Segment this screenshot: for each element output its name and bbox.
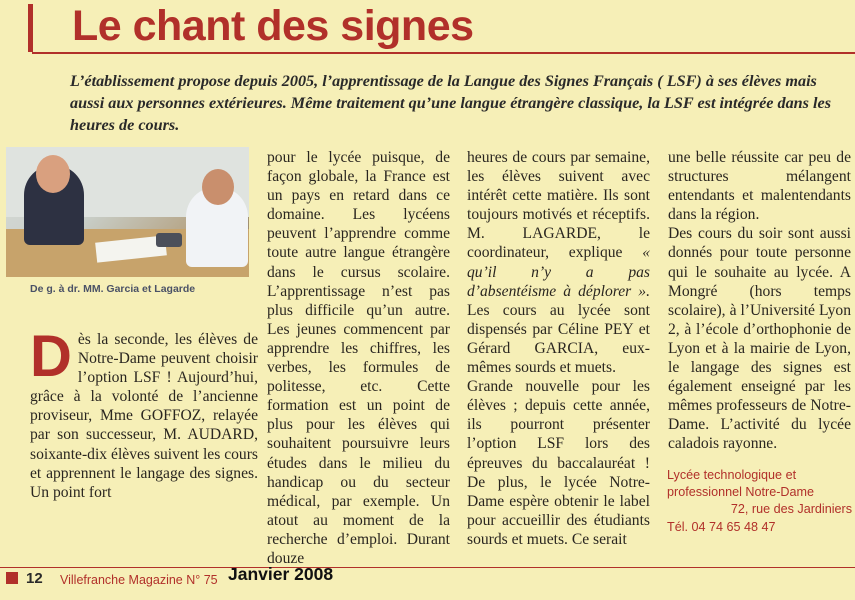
article-photo bbox=[6, 147, 249, 277]
school-address bbox=[667, 467, 852, 536]
column-1-text: ès la seconde, les élèves de Notre-Dame peuvent choisir l’option LSF ! Aujourd’hui, grâce à la volonté de l’ancienne proviseur, Mme GOFFOZ, relayée par son successeur, M. AUDARD, soixante-dix élèves suivent les cours et apprennent le langage des signes. Un point fort bbox=[30, 331, 258, 501]
column-3-text-a: heures de cours par semaine, les élèves suivent avec intérêt cette matière. Ils sont toujours motivés et réceptifs. M. LAGARDE, le coordinateur, explique bbox=[467, 149, 650, 262]
page-number-text: 12 bbox=[26, 570, 43, 587]
drop-cap: D bbox=[30, 324, 72, 389]
article-column-3 bbox=[467, 148, 650, 549]
column-3-paragraph-2: Grande nouvelle pour les élèves ; depuis cette année, ils pourront présenter l’option LSF lors des épreuves du baccalauréat ! De plus, le lycée Notre-Dame espère obtenir le label pour accueillir des étudiants sourds et muets. Ce serait bbox=[467, 378, 650, 548]
issue-date: Janvier 2008 bbox=[228, 564, 334, 584]
column-4-paragraph-1: une belle réussite car peu de structures mélangent entendants et malentendants dans la région. bbox=[668, 149, 851, 224]
article-column-4 bbox=[668, 148, 851, 454]
photo-caption: De g. à dr. MM. Garcia et Lagarde bbox=[30, 283, 196, 295]
column-4-paragraph-2: Des cours du soir sont aussi donnés pour toute personne qui le souhaite au lycée. A Mongré (hors temps scolaire), à l’Université Lyon 2, à l’école d’orthophonie de Lyon et à la mairie de Lyon, le langage des signes est également enseigné par les mêmes professeurs de Notre-Dame. L’activité du lycée caladois rayonne. bbox=[668, 225, 851, 453]
magazine-name: Villefranche Magazine N° 75 bbox=[60, 573, 218, 587]
title-rule bbox=[32, 52, 855, 54]
article-lead: L’établissement propose depuis 2005, l’apprentissage de la Langue des Signes Français ( LSF) à ses élèves mais aussi aux personnes extérieures. Même traitement qu’une langue étrangère classique, la LSF est intégrée dans les heures de cours. bbox=[70, 72, 832, 134]
page-number bbox=[6, 570, 43, 587]
column-3-text-b: Les cours au lycée sont dispensés par Céline PEY et Gérard GARCIA, eux-mêmes sourds et muets. bbox=[467, 301, 650, 377]
column-3-quote: « qu’il n’y a pas d’absentéisme à déplorer ». bbox=[467, 244, 650, 300]
page-marker-icon bbox=[6, 572, 18, 584]
address-line-1: Lycée technologique et bbox=[667, 468, 797, 482]
page-title: Le chant des signes bbox=[72, 2, 474, 50]
article-column-1 bbox=[30, 324, 258, 502]
article-column-2 bbox=[267, 148, 450, 568]
footer-rule bbox=[0, 567, 855, 568]
column-3-paragraph-1 bbox=[467, 148, 650, 377]
address-phone: Tél. 04 74 65 48 47 bbox=[667, 519, 776, 534]
address-line-3: 72, rue des Jardiniers bbox=[730, 502, 852, 517]
column-2-text: pour le lycée puisque, de façon globale, la France est un pays en retard dans ce domaine. Les lycéens peuvent l’apprendre comme toute autre langue étrangère dans le cursus scolaire. L’apprentissage n’est pas plus difficile qu’un autre. Les jeunes commencent par apprendre les chiffres, les verbes, les formules de politesse, etc. Cette formation est un point de plus pour les élèves qui souhaitent poursuivre leurs études dans le milieu du handicap ou du secteur médical, par exemple. Un atout au moment de la recherche d’emploi. Durant douze bbox=[267, 149, 450, 567]
address-line-2: professionnel Notre-Dame bbox=[667, 485, 814, 500]
